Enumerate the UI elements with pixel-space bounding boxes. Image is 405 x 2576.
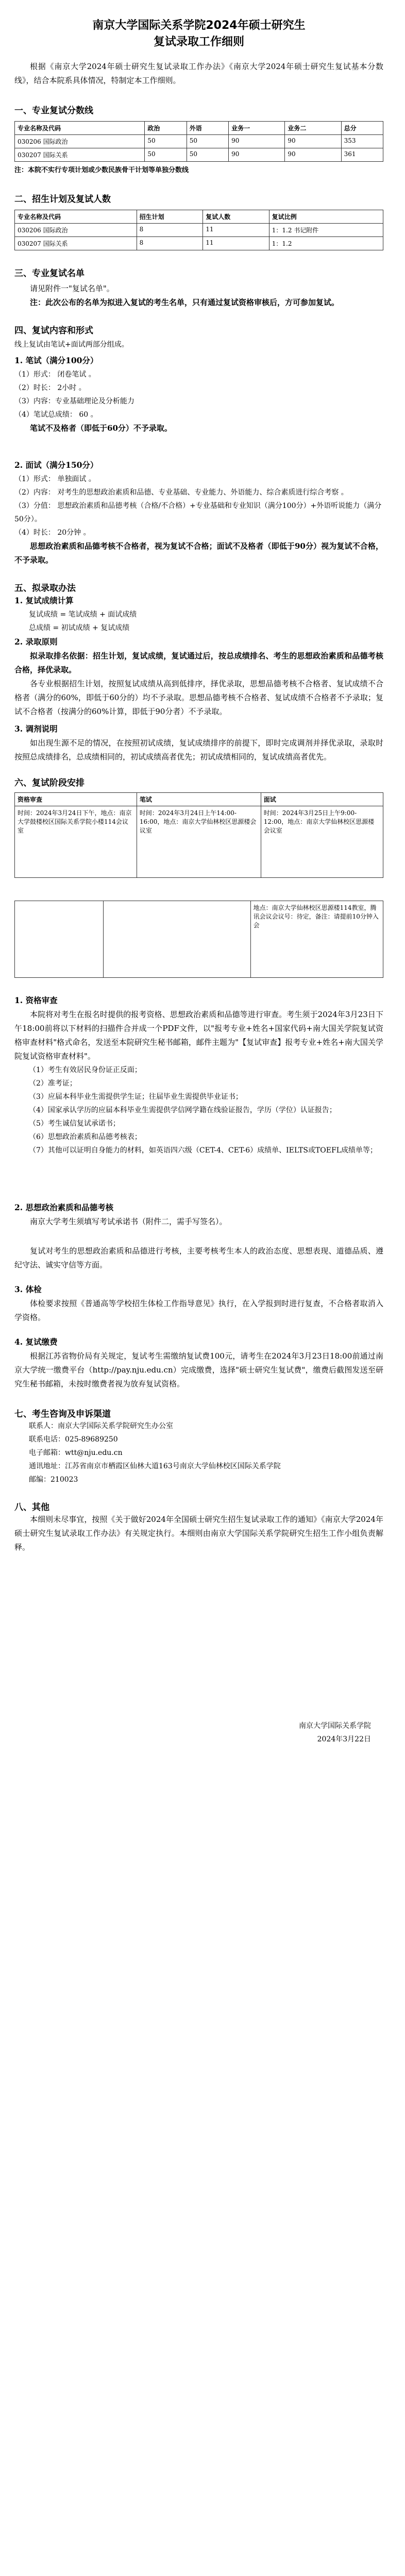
adjust-title: 3. 调剂说明	[14, 724, 58, 734]
interview-note: 思想政治素质和品德考核不合格者，视为复试不合格；面试不及格者（即低于90分）视为复试不合格，不予录取。	[14, 541, 383, 565]
table-cell: 时间：2024年3月24日下午，地点：南京大学鼓楼校区国际关系学院小楼114会议室	[15, 806, 137, 878]
section-4-title: 四、复试内容和形式	[14, 326, 93, 336]
qualification-title: 1. 资格审查	[14, 995, 58, 1005]
table-cell: 030206 国际政治	[15, 135, 145, 148]
interview-item: （1）形式： 单独面试 。	[14, 475, 96, 483]
title-line-2: 复试录取工作细则	[153, 36, 244, 48]
formula-item: 总成绩 = 初试成绩 + 复试成绩	[29, 624, 130, 632]
qualification-item: （4）国家承认学历的应届本科毕业生需提供学信网学籍在线验证报告，学历（学位）认证报告；	[29, 1106, 336, 1114]
moral-check-text: 南京大学考生须填写考试承诺书（附件二，需手写签名）。	[30, 1217, 227, 1226]
table-cell: 361	[341, 148, 383, 162]
table-cell: 时间：2024年3月25日上午9:00-12:00，地点：南京大学仙林校区思源楼会议室	[261, 806, 383, 878]
principle-title: 2. 录取原则	[14, 637, 58, 647]
table-cell	[15, 901, 104, 978]
fee-text: 根据江苏省物价局有关规定，复试考生需缴纳复试费100元，请考生在2024年3月23日18:00前通过南京大学统一缴费平台（http://pay.nju.edu.cn）完成缴费，选择"硕士研究生复试费"，缴费后截图发送至研究生秘书邮箱，未按时缴费者视为放弃复试资格。	[14, 1351, 383, 1388]
table-cell: 50	[145, 135, 187, 148]
score-table	[14, 121, 383, 162]
written-item: （4）笔试总成绩： 60 。	[14, 411, 98, 419]
plan-header: 专业名称及代码	[15, 210, 137, 224]
title-line-1: 南京大学国际关系学院2024年硕士研究生	[92, 19, 306, 32]
interview-item: （3）分值： 思想政治素质和品德考核（合格/不合格）+专业基础和专业知识（满分100分）+外语听说能力（满分50分）。	[14, 502, 382, 523]
sign-date: 2024年3月22日	[317, 1735, 371, 1743]
qualification-item: （2）准考证；	[29, 1079, 77, 1088]
table-cell: 50	[187, 148, 228, 162]
section-7-title: 七、考生咨询及申诉渠道	[14, 1409, 111, 1419]
qualification-item: （7）其他可以证明自身能力的材料，如英语四六级（CET-4、CET-6）成绩单、IELTS或TOEFL成绩单等；	[29, 1146, 377, 1155]
written-item: （2）时长： 2小时 。	[14, 384, 86, 392]
adjust-text: 如出现生源不足的情况，在按照初试成绩，复试成绩排序的前提下，即时完成调剂并择优录取，录取时按照总成绩排名，总成绩相同的，初试成绩高者优先；初试成绩相同的，复试成绩高者优先。	[14, 738, 383, 761]
table-cell: 地点：南京大学仙林校区思源楼114教室，腾讯会议会议号：待定，备注：请提前10分钟入会	[250, 901, 383, 978]
table-cell: 11	[203, 224, 269, 237]
score-header: 业务一	[229, 122, 285, 135]
intro-paragraph: 根据《南京大学2024年硕士研究生复试录取工作办法》《南京大学2024年硕士研究生复试基本分数线》，结合本院系具体情况，特制定本工作细则。	[14, 62, 383, 85]
principle-more: 各专业根据招生计划，按照复试成绩从高到低排序，择优录取，思想品德考核不合格者、复试成绩不合格者（满分的60%，即低于60分的）均不予录取。思想品德考核不合格者、复试成绩不合格者不予录取；复试不合格者（按满分的60%计算，即低于90分者）不予录取。	[14, 679, 383, 716]
fee-title: 4. 复试缴费	[14, 1337, 58, 1347]
schedule-table	[14, 792, 383, 878]
table-cell: 90	[285, 148, 341, 162]
contact-line: 通讯地址：江苏省南京市栖霞区仙林大道163号南京大学仙林校区国际关系学院	[29, 1462, 281, 1470]
section-4-intro: 线上复试由笔试+面试两部分组成。	[14, 341, 129, 349]
section-8-title: 八、其他	[14, 1502, 49, 1513]
table-cell: 353	[341, 135, 383, 148]
document-page	[14, 14, 383, 1746]
section-8-text: 本细则未尽事宜，按照《关于做好2024年全国硕士研究生招生复试录取工作的通知》《南京大学2024年硕士研究生复试录取工作办法》有关规定执行。本细则由南京大学国际关系学院研究生招生工作小组负责解释。	[14, 1515, 383, 1552]
schedule-header: 笔试	[137, 793, 261, 806]
document-title	[14, 18, 383, 50]
plan-table	[14, 210, 383, 250]
schedule-header: 资格审查	[15, 793, 137, 806]
interview-item: （2）内容： 对考生的思想政治素质和品德、专业基础、专业能力、外语能力、综合素质进行综合考察 。	[14, 488, 348, 497]
contact-line: 邮编：210023	[29, 1476, 78, 1484]
section-5-title: 五、拟录取办法	[14, 583, 76, 594]
written-item: （3）内容：专业基础理论及分析能力	[14, 397, 134, 405]
score-header-row	[15, 122, 383, 135]
table-cell: 90	[229, 148, 285, 162]
table-cell: 11	[203, 237, 269, 250]
table-cell: 90	[229, 135, 285, 148]
table-cell: 50	[187, 135, 228, 148]
qualification-item: （5）考生诚信复试承诺书；	[29, 1120, 120, 1128]
table-row	[15, 237, 383, 250]
score-header: 外语	[187, 122, 228, 135]
table-cell: 1：1.2	[269, 237, 383, 250]
schedule-header-row	[15, 793, 383, 806]
schedule-header: 面试	[261, 793, 383, 806]
table-cell: 030206 国际政治	[15, 224, 137, 237]
table-cell: 50	[145, 148, 187, 162]
section-3-note: 注：此次公布的名单为拟进入复试的考生名单，只有通过复试资格审核后，方可参加复试。	[30, 298, 340, 307]
principle-text: 拟录取排名依据：招生计划，复试成绩，复试通过后，按总成绩排名、考生的思想政治素质和品德考核合格，择优录取。	[14, 651, 383, 674]
sign-organization: 南京大学国际关系学院	[299, 1722, 371, 1730]
score-header: 总分	[341, 122, 383, 135]
section-3-text: 请见附件一"复试名单"。	[30, 284, 114, 293]
contact-line: 联系电话：025-89689250	[29, 1435, 118, 1444]
formula-title: 1. 复试成绩计算	[14, 596, 74, 605]
signature-block	[14, 1719, 383, 1746]
table-cell: 030207 国际关系	[15, 148, 145, 162]
score-header: 政治	[145, 122, 187, 135]
moral-check-title: 2. 思想政治素质和品德考核	[14, 1202, 114, 1212]
table-cell: 时间：2024年3月24日上午14:00-16:00，地点：南京大学仙林校区思源楼会议室	[137, 806, 261, 878]
written-note: 笔试不及格者（即低于60分）不予录取。	[30, 423, 172, 433]
table-cell: 030207 国际关系	[15, 237, 137, 250]
table-cell: 90	[285, 135, 341, 148]
moral-check-more: 复试对考生的思想政治素质和品德进行考核，主要考核考生本人的政治态度、思想表现、道德品质、遵纪守法、诚实守信等方面。	[14, 1246, 383, 1269]
table-cell: 1：1.2 书记附件	[269, 224, 383, 237]
table-row	[15, 901, 383, 978]
table-row	[15, 224, 383, 237]
plan-header: 复试人数	[203, 210, 269, 224]
interview-item: （4）时长： 20分钟 。	[14, 529, 91, 537]
table-cell: 8	[137, 237, 203, 250]
formula-item: 复试成绩 = 笔试成绩 + 面试成绩	[29, 611, 137, 619]
table-cell: 8	[137, 224, 203, 237]
section-3-title: 三、专业复试名单	[14, 268, 85, 279]
section-6-title: 六、复试阶段安排	[14, 778, 85, 788]
qualification-item: （1）考生有效居民身份证正反面；	[29, 1066, 142, 1074]
score-header: 业务二	[285, 122, 341, 135]
written-exam-title: 1. 笔试（满分100分）	[14, 355, 98, 365]
plan-header-row	[15, 210, 383, 224]
section-1-title: 一、专业复试分数线	[14, 106, 93, 116]
qualification-item: （3）应届本科毕业生需提供学生证；往届毕业生需提供毕业证书；	[29, 1093, 243, 1101]
contact-line: 联系人：南京大学国际关系学院研究生办公室	[29, 1422, 173, 1430]
table-cell	[103, 901, 250, 978]
medical-text: 体检要求按照《普通高等学校招生体检工作指导意见》执行，在入学报到时进行复查，不合格者取消入学资格。	[14, 1299, 383, 1322]
contact-line: 电子邮箱：wtt@nju.edu.cn	[29, 1449, 123, 1457]
schedule-continued-table	[14, 901, 383, 978]
qualification-item: （6）思想政治素质和品德考核表；	[29, 1133, 142, 1141]
medical-title: 3. 体检	[14, 1284, 42, 1294]
interview-title: 2. 面试（满分150分）	[14, 460, 98, 470]
table-row	[15, 806, 383, 878]
table-row	[15, 148, 383, 162]
written-item: （1）形式： 闭卷笔试 。	[14, 370, 96, 379]
score-header: 专业名称及代码	[15, 122, 145, 135]
section-2-title: 二、招生计划及复试人数	[14, 194, 111, 205]
score-note: 注：本院不实行专项计划或少数民族骨干计划等单独分数线	[14, 166, 189, 174]
qualification-text: 本院将对考生在报名时提供的报考资格、思想政治素质和品德等进行审查。考生须于2024年3月23日下午18:00前将以下材料的扫描件合并成一个PDF文件，以"报考专业+姓名+国家代码+南大国关学院复试资格审查材料"格式命名，发送至本院研究生秘书邮箱，邮件主题为"【复试审查】报考专业+姓名+南大国关学院复试资格审查材料"。	[14, 1010, 383, 1061]
table-row	[15, 135, 383, 148]
plan-header: 招生计划	[137, 210, 203, 224]
plan-header: 复试比例	[269, 210, 383, 224]
